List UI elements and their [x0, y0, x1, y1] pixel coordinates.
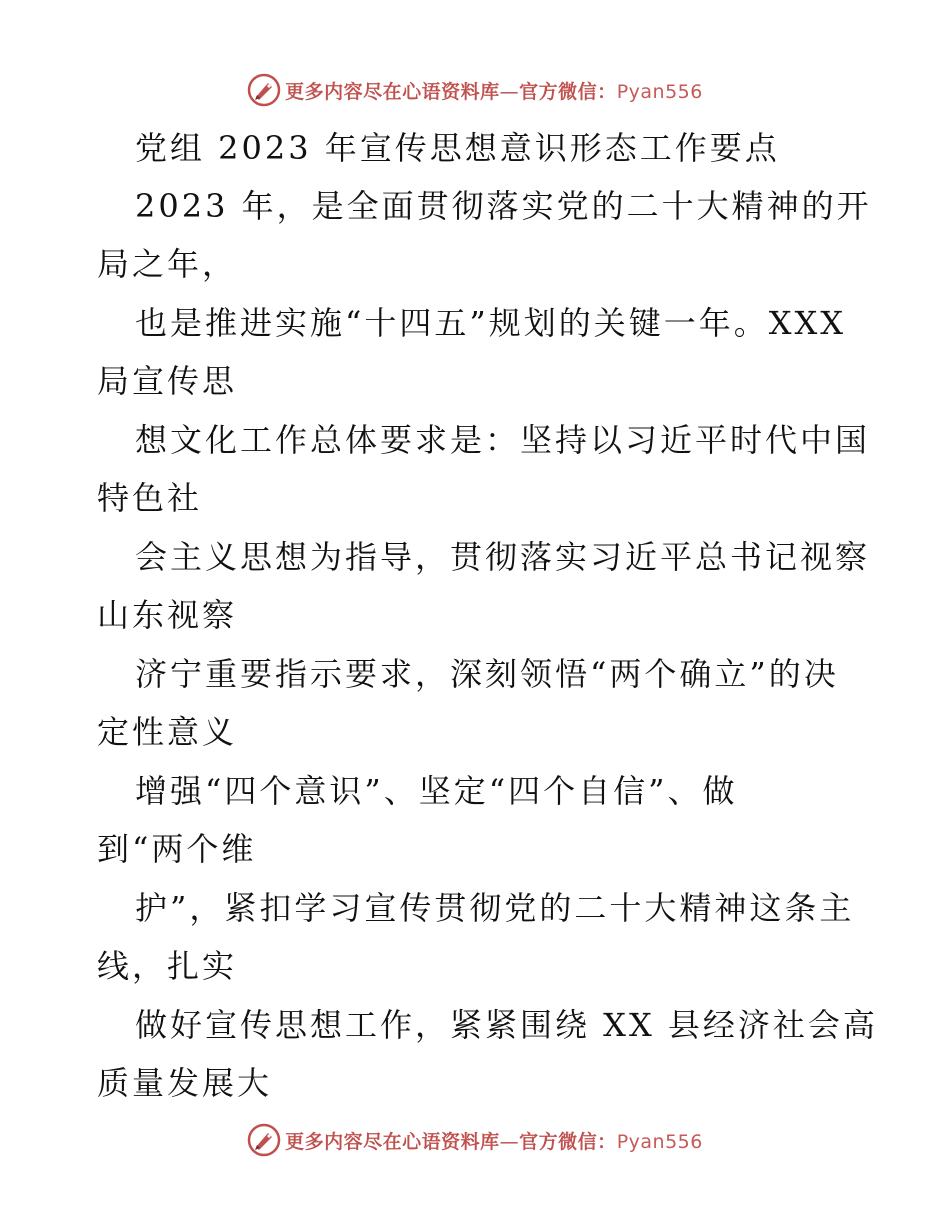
paragraph-line: 也是推进实施“十四五”规划的关键一年。XXX — [135, 304, 847, 342]
pen-nib-logo-icon — [247, 73, 281, 107]
paragraph-line: 会主义思想为指导，贯彻落实习近平总书记视察 — [135, 538, 871, 576]
watermark-text — [285, 1127, 703, 1154]
paragraph-line: 想文化工作总体要求是：坚持以习近平时代中国 — [135, 421, 871, 459]
paragraph-line: 到“两个维 — [97, 830, 257, 868]
paragraph-line: 济宁重要指示要求，深刻领悟“两个确立”的决 — [135, 655, 839, 693]
footer-watermark — [0, 1120, 950, 1160]
paragraph-line: 护”，紧扣学习宣传贯彻党的二十大精神这条主 — [135, 889, 855, 927]
paragraph-line: 质量发展大 — [97, 1064, 273, 1102]
watermark-separator: — — [499, 80, 520, 103]
paragraph-line: 做好宣传思想工作，紧紧围绕 XX 县经济社会高 — [135, 1006, 878, 1044]
watermark-text — [285, 77, 703, 104]
paragraph-line: 2023 年，是全面贯彻落实党的二十大精神的开 — [135, 187, 872, 225]
pen-nib-logo-icon — [247, 1123, 281, 1157]
watermark-separator: — — [499, 1130, 520, 1153]
paragraph-line: 定性意义 — [97, 713, 238, 751]
paragraph-line: 局宣传思 — [97, 362, 238, 400]
paragraph-line: 增强“四个意识”、坚定“四个自信”、做 — [135, 772, 738, 810]
paragraph-line: 线，扎实 — [97, 947, 238, 985]
document-title: 党组 2023 年宣传思想意识形态工作要点 — [135, 129, 780, 167]
watermark-contact-handle: Pyan556 — [616, 1130, 703, 1153]
watermark-contact-label: 官方微信： — [519, 80, 617, 103]
paragraph-line: 山东视察 — [97, 596, 238, 634]
header-watermark — [0, 70, 950, 110]
paragraph-line: 特色社 — [97, 479, 203, 517]
watermark-contact-label: 官方微信： — [519, 1130, 617, 1153]
paragraph-line: 局之年， — [97, 245, 238, 283]
watermark-contact-handle: Pyan556 — [616, 80, 703, 103]
watermark-site-text: 更多内容尽在心语资料库 — [285, 1130, 500, 1153]
watermark-site-text: 更多内容尽在心语资料库 — [285, 80, 500, 103]
